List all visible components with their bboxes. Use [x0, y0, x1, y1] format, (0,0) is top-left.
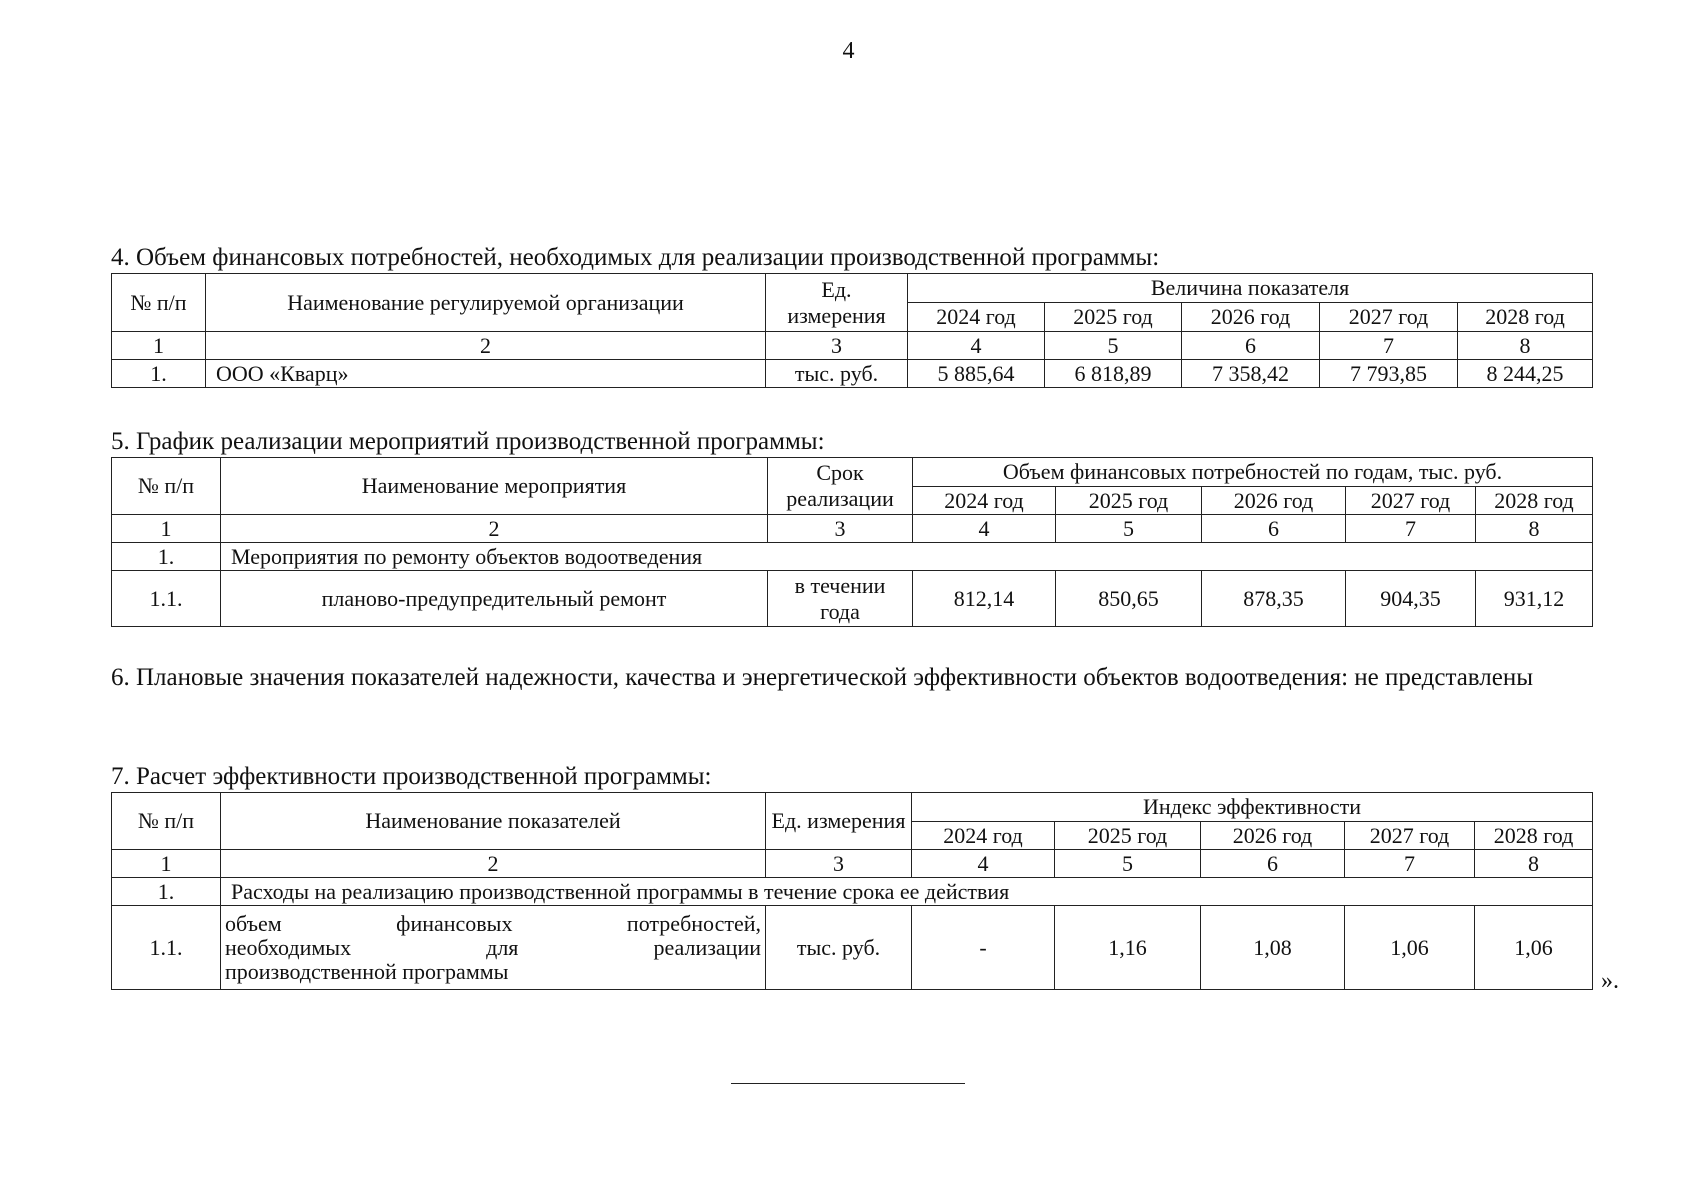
column-number-row [112, 332, 1593, 360]
header-org-name: Наименование регулируемой организации [206, 274, 766, 332]
header-indicator-name: Наименование показателей [221, 793, 766, 850]
col-number: 8 [1458, 332, 1593, 360]
section-7-title: 7. Расчет эффективности производственной программы: [111, 763, 712, 790]
header-indicator-value: Величина показателя [908, 274, 1593, 303]
value-cell: 8 244,25 [1458, 360, 1593, 388]
header-num: № п/п [112, 793, 221, 850]
header-year: 2025 год [1045, 303, 1182, 332]
value-cell: 904,35 [1346, 571, 1476, 627]
header-term: Срок реализации [768, 458, 913, 515]
col-number: 2 [221, 515, 768, 543]
group-label: Расходы на реализацию производственной программы в течение срока ее действия [221, 878, 1593, 906]
header-num: № п/п [112, 274, 206, 332]
value-cell: 1,06 [1345, 906, 1475, 990]
value-cell: 850,65 [1056, 571, 1202, 627]
page-number: 4 [842, 38, 855, 64]
closing-quote: ». [1601, 968, 1619, 994]
org-name: ООО «Кварц» [206, 360, 766, 388]
col-number: 6 [1182, 332, 1320, 360]
header-year: 2026 год [1182, 303, 1320, 332]
group-num: 1. [112, 543, 221, 571]
table-row [112, 571, 1593, 627]
value-cell: 931,12 [1476, 571, 1593, 627]
value-cell: 812,14 [913, 571, 1056, 627]
header-year: 2028 год [1476, 487, 1593, 515]
col-number: 1 [112, 850, 221, 878]
section-5-title: 5. График реализации мероприятий производственной программы: [111, 428, 825, 455]
col-number: 4 [912, 850, 1055, 878]
group-num: 1. [112, 878, 221, 906]
col-number: 4 [913, 515, 1056, 543]
col-number: 5 [1045, 332, 1182, 360]
col-number: 6 [1201, 850, 1345, 878]
col-number: 8 [1476, 515, 1593, 543]
col-number: 5 [1055, 850, 1201, 878]
header-unit: Ед. измерения [766, 793, 912, 850]
table-row [112, 360, 1593, 388]
header-year: 2024 год [912, 822, 1055, 850]
value-cell: 7 793,85 [1320, 360, 1458, 388]
header-year: 2028 год [1475, 822, 1593, 850]
col-number: 1 [112, 332, 206, 360]
schedule-table [111, 457, 1593, 627]
term-cell: в течении года [768, 571, 913, 627]
value-cell: 1,06 [1475, 906, 1593, 990]
row-num: 1.1. [112, 571, 221, 627]
group-label: Мероприятия по ремонту объектов водоотведения [221, 543, 1593, 571]
column-number-row [112, 515, 1593, 543]
header-year: 2027 год [1320, 303, 1458, 332]
header-year: 2026 год [1202, 487, 1346, 515]
col-number: 3 [766, 850, 912, 878]
header-year: 2028 год [1458, 303, 1593, 332]
value-cell: 1,08 [1201, 906, 1345, 990]
header-activity-name: Наименование мероприятия [221, 458, 768, 515]
value-cell: 7 358,42 [1182, 360, 1320, 388]
col-number: 2 [206, 332, 766, 360]
col-number: 5 [1056, 515, 1202, 543]
indicator-name-line: объем финансовых потребностей, [225, 910, 761, 936]
group-row [112, 543, 1593, 571]
value-cell: 6 818,89 [1045, 360, 1182, 388]
row-num: 1. [112, 360, 206, 388]
col-number: 8 [1475, 850, 1593, 878]
group-row [112, 878, 1593, 906]
header-efficiency-index: Индекс эффективности [912, 793, 1593, 822]
header-year: 2026 год [1201, 822, 1345, 850]
indicator-name [221, 906, 766, 990]
col-number: 7 [1345, 850, 1475, 878]
col-number: 4 [908, 332, 1045, 360]
indicator-name-line: необходимых для реализации [225, 934, 761, 960]
col-number: 3 [766, 332, 908, 360]
header-num: № п/п [112, 458, 221, 515]
financial-needs-table [111, 273, 1593, 388]
row-num: 1.1. [112, 906, 221, 990]
col-number: 1 [112, 515, 221, 543]
efficiency-table [111, 792, 1593, 990]
col-number: 7 [1320, 332, 1458, 360]
col-number: 6 [1202, 515, 1346, 543]
table-row [112, 906, 1593, 990]
value-cell: 1,16 [1055, 906, 1201, 990]
column-number-row [112, 850, 1593, 878]
unit-cell: тыс. руб. [766, 906, 912, 990]
header-year: 2025 год [1055, 822, 1201, 850]
activity-name: планово-предупредительный ремонт [221, 571, 768, 627]
col-number: 3 [768, 515, 913, 543]
value-cell: 878,35 [1202, 571, 1346, 627]
separator-line [731, 1083, 965, 1084]
unit-cell: тыс. руб. [766, 360, 908, 388]
header-unit: Ед. измерения [766, 274, 908, 332]
indicator-name-line: производственной программы [225, 958, 509, 984]
section-4-title: 4. Объем финансовых потребностей, необходимых для реализации производственной программы: [111, 244, 1160, 271]
col-number: 2 [221, 850, 766, 878]
header-year: 2024 год [913, 487, 1056, 515]
header-year: 2027 год [1345, 822, 1475, 850]
col-number: 7 [1346, 515, 1476, 543]
header-year: 2027 год [1346, 487, 1476, 515]
section-6-text: 6. Плановые значения показателей надежности, качества и энергетической эффективности объектов водоотведения: не представлены [111, 664, 1534, 691]
header-year: 2024 год [908, 303, 1045, 332]
value-cell: 5 885,64 [908, 360, 1045, 388]
value-cell: - [912, 906, 1055, 990]
header-year: 2025 год [1056, 487, 1202, 515]
header-financial-by-year: Объем финансовых потребностей по годам, тыс. руб. [913, 458, 1593, 487]
